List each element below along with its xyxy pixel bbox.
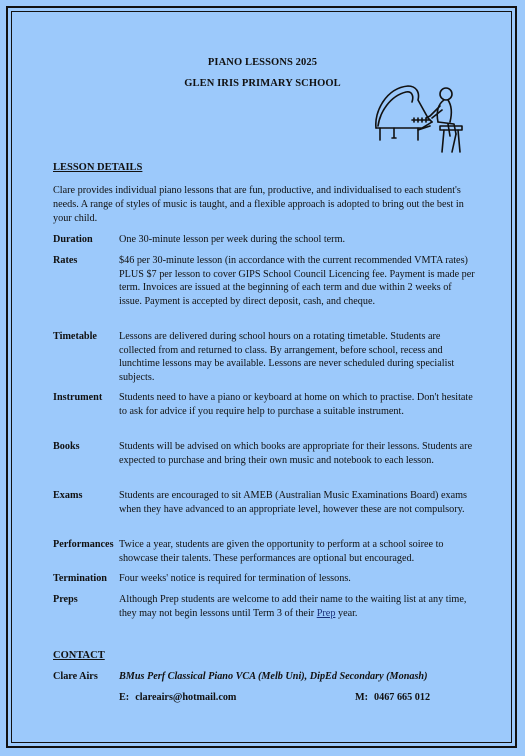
detail-label: Preps bbox=[53, 594, 78, 605]
detail-label: Instrument bbox=[53, 392, 103, 403]
detail-label: Books bbox=[53, 441, 80, 452]
detail-text: Twice a year, students are given the opportunity to perform at a school soiree to showcase their talents. These performances are optional but encouraged. bbox=[119, 539, 444, 564]
detail-text: Students are encouraged to sit AMEB (Australian Music Examinations Board) exams when they have advanced to an appropriate level, however these are not compulsory. bbox=[119, 490, 468, 515]
intro-paragraph: Clare provides individual piano lessons that are fun, productive, and individualised to each student's needs. A range of styles of music is taught, and a flexible approach is adopted to bring out the best in your child. bbox=[53, 185, 464, 224]
detail-label: Exams bbox=[53, 490, 83, 501]
phone-label: M: bbox=[355, 692, 369, 703]
detail-label: Timetable bbox=[53, 331, 97, 342]
detail-text: Students will be advised on which books are appropriate for their lessons. Students are expected to purchase and bring their own music and notebook to each lesson. bbox=[119, 441, 473, 466]
detail-text: Lessons are delivered during school hours on a rotating timetable. Students are collected from and returned to class. By arrangement, before school, recess and lunchtime lessons may be available. Lessons are never scheduled during specialist subjects. bbox=[119, 331, 455, 384]
detail-label: Rates bbox=[53, 255, 78, 266]
teacher-name: Clare Airs bbox=[53, 671, 98, 682]
detail-label: Termination bbox=[53, 573, 107, 584]
detail-text: One 30-minute lesson per week during the school term. bbox=[119, 234, 346, 245]
contact-heading: CONTACT bbox=[53, 650, 105, 661]
preps-text-before: Although Prep students are welcome to add their name to the waiting list at any time, they may not begin lessons until Term 3 of their bbox=[119, 594, 467, 619]
email-label: E: bbox=[119, 692, 130, 703]
phone-number[interactable]: 0467 665 012 bbox=[374, 692, 431, 703]
school-name: GLEN IRIS PRIMARY SCHOOL bbox=[184, 78, 341, 89]
detail-text: Students need to have a piano or keyboard at home on which to practise. Don't hesitate to ask for advice if you require help to purchase a suitable instrument. bbox=[119, 392, 473, 417]
detail-text bbox=[119, 593, 475, 620]
detail-text: $46 per 30-minute lesson (in accordance with the current recommended VMTA rates) PLUS $7 per lesson to cover GIPS School Council Licencing fee. Payment is made per term. Invoices are issued at the beginning of each term and due within 2 weeks of issue. Payment is accepted by direct deposit, cash, and cheque. bbox=[119, 255, 475, 308]
page-title: PIANO LESSONS 2025 bbox=[207, 57, 318, 68]
email-line bbox=[119, 692, 236, 703]
email-address[interactable]: clareairs@hotmail.com bbox=[135, 692, 237, 703]
preps-text-after: year. bbox=[335, 607, 358, 619]
detail-label: Performances bbox=[53, 539, 114, 550]
preps-underlined-word: Prep bbox=[316, 607, 336, 619]
pianist-at-grand-piano-icon bbox=[372, 82, 468, 156]
detail-text: Four weeks' notice is required for termination of lessons. bbox=[119, 573, 351, 584]
lesson-details-heading: LESSON DETAILS bbox=[53, 162, 143, 173]
phone-line bbox=[355, 692, 430, 703]
teacher-qualifications: BMus Perf Classical Piano VCA (Melb Uni), DipEd Secondary (Monash) bbox=[119, 671, 428, 682]
detail-label: Duration bbox=[53, 234, 93, 245]
